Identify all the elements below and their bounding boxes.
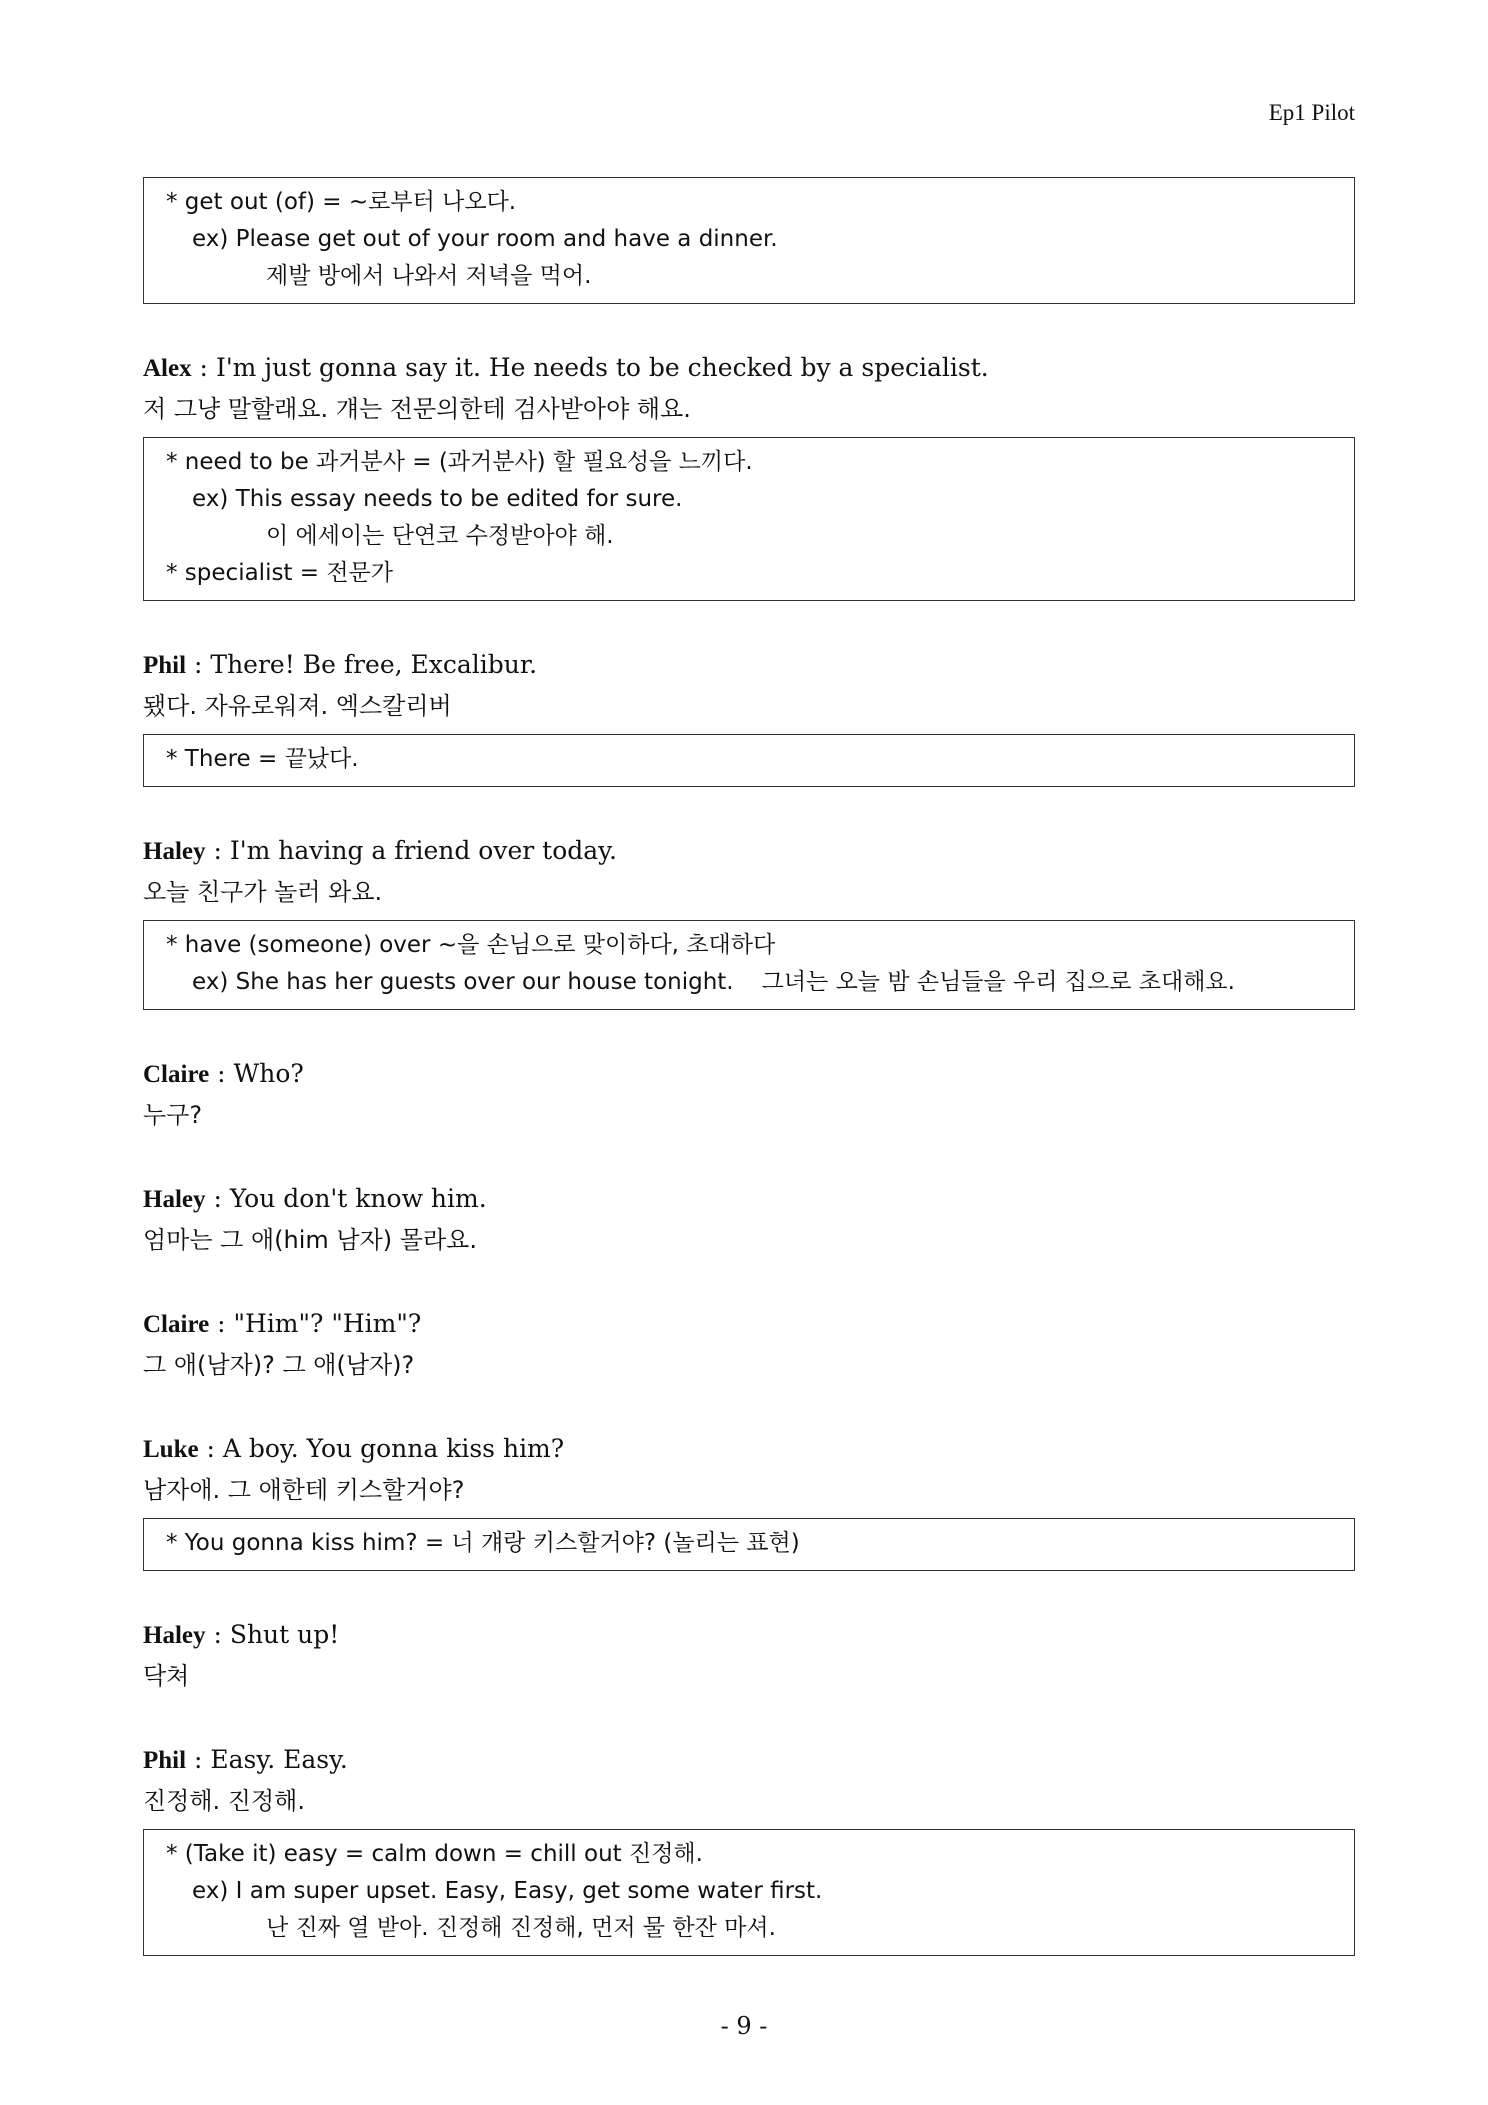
note-line: * There = 끝났다.: [166, 746, 359, 772]
dialogue-text: Who?: [233, 1059, 304, 1088]
speaker-name: Luke: [143, 1436, 199, 1463]
speaker-name: Phil: [143, 1747, 187, 1774]
note-line: 이 에세이는 단연코 수정받아야 해.: [266, 523, 614, 549]
note-example: ex) She has her guests over our house tonight.: [192, 969, 734, 995]
dialogue-line: [143, 348, 1355, 389]
note-line: ex) I am super upset. Easy, Easy, get some water first.: [192, 1878, 823, 1904]
note-line: ex) Please get out of your room and have a dinner.: [192, 226, 778, 252]
speaker-name: Phil: [143, 652, 187, 679]
dialogue-text: "Him"? "Him"?: [233, 1309, 422, 1338]
note-box: [143, 177, 1355, 304]
dialogue-block: [143, 1179, 1355, 1260]
dialogue-line: [143, 1429, 1355, 1470]
dialogue-line: [143, 1304, 1355, 1345]
dialogue-line: [143, 1054, 1355, 1095]
dialogue-text: Shut up!: [229, 1620, 340, 1649]
page-number: - 9 -: [720, 2012, 768, 2040]
note-box: [143, 1829, 1355, 1956]
header-title: Ep1 Pilot: [1268, 100, 1355, 125]
dialogue-line: [143, 831, 1355, 872]
dialogue-text: You don't know him.: [229, 1184, 487, 1213]
translation-line: 저 그냥 말할래요. 걔는 전문의한테 검사받아야 해요.: [143, 395, 691, 423]
translation-line: 엄마는 그 애(him 남자) 몰라요.: [143, 1226, 477, 1254]
note-line: 난 진짜 열 받아. 진정해 진정해, 먼저 물 한잔 마셔.: [266, 1915, 776, 1941]
note-line: 제발 방에서 나와서 저녁을 먹어.: [266, 263, 592, 289]
dialogue-text: There! Be free, Excalibur.: [210, 650, 538, 679]
note-box: [143, 1518, 1355, 1571]
dialogue-text: Easy. Easy.: [210, 1745, 348, 1774]
note-box: [143, 437, 1355, 601]
separator: :: [205, 1184, 230, 1213]
speaker-name: Haley: [143, 1622, 206, 1649]
translation-line: 진정해. 진정해.: [143, 1787, 305, 1815]
translation-line: 닥쳐: [143, 1662, 190, 1690]
speaker-name: Claire: [143, 1311, 210, 1338]
dialogue-block: [143, 831, 1355, 912]
note-line: [166, 964, 1354, 1001]
separator: :: [209, 1059, 234, 1088]
note-line: * get out (of) = ~로부터 나오다.: [166, 189, 517, 215]
translation-line: 됐다. 자유로워져. 엑스칼리버: [143, 692, 452, 720]
note-translation: 그녀는 오늘 밤 손님들을 우리 집으로 초대해요.: [761, 969, 1235, 995]
translation-line: 누구?: [143, 1101, 203, 1129]
speaker-name: Haley: [143, 1186, 206, 1213]
translation-line: 그 애(남자)? 그 애(남자)?: [143, 1351, 415, 1379]
dialogue-line: [143, 1615, 1355, 1656]
separator: :: [209, 1309, 234, 1338]
dialogue-block: [143, 1304, 1355, 1385]
note-line: * (Take it) easy = calm down = chill out 진정해.: [166, 1841, 703, 1867]
speaker-name: Haley: [143, 838, 206, 865]
dialogue-line: [143, 1740, 1355, 1781]
dialogue-block: [143, 645, 1355, 726]
dialogue-text: I'm just gonna say it. He needs to be checked by a specialist.: [215, 353, 989, 382]
dialogue-block: [143, 1615, 1355, 1696]
note-box: [143, 920, 1355, 1010]
document-content: [143, 177, 1355, 1956]
dialogue-block: [143, 1429, 1355, 1510]
dialogue-line: [143, 1179, 1355, 1220]
separator: :: [186, 1745, 211, 1774]
dialogue-text: I'm having a friend over today.: [229, 836, 617, 865]
dialogue-block: [143, 348, 1355, 429]
speaker-name: Claire: [143, 1061, 210, 1088]
separator: :: [186, 650, 211, 679]
dialogue-block: [143, 1054, 1355, 1135]
note-box: [143, 734, 1355, 787]
note-line: * have (someone) over ~을 손님으로 맞이하다, 초대하다: [166, 932, 776, 958]
dialogue-line: [143, 645, 1355, 686]
separator: :: [191, 353, 216, 382]
dialogue-block: [143, 1740, 1355, 1821]
note-line: * You gonna kiss him? = 너 걔랑 키스할거야? (놀리는 표현): [166, 1530, 800, 1556]
speaker-name: Alex: [143, 355, 192, 382]
note-line: * need to be 과거분사 = (과거분사) 할 필요성을 느끼다.: [166, 449, 753, 475]
note-line: ex) This essay needs to be edited for sure.: [192, 486, 683, 512]
separator: :: [205, 1620, 230, 1649]
separator: :: [205, 836, 230, 865]
note-line: * specialist = 전문가: [166, 560, 394, 586]
translation-line: 오늘 친구가 놀러 와요.: [143, 878, 383, 906]
separator: :: [198, 1434, 223, 1463]
dialogue-text: A boy. You gonna kiss him?: [222, 1434, 565, 1463]
translation-line: 남자애. 그 애한테 키스할거야?: [143, 1476, 465, 1504]
